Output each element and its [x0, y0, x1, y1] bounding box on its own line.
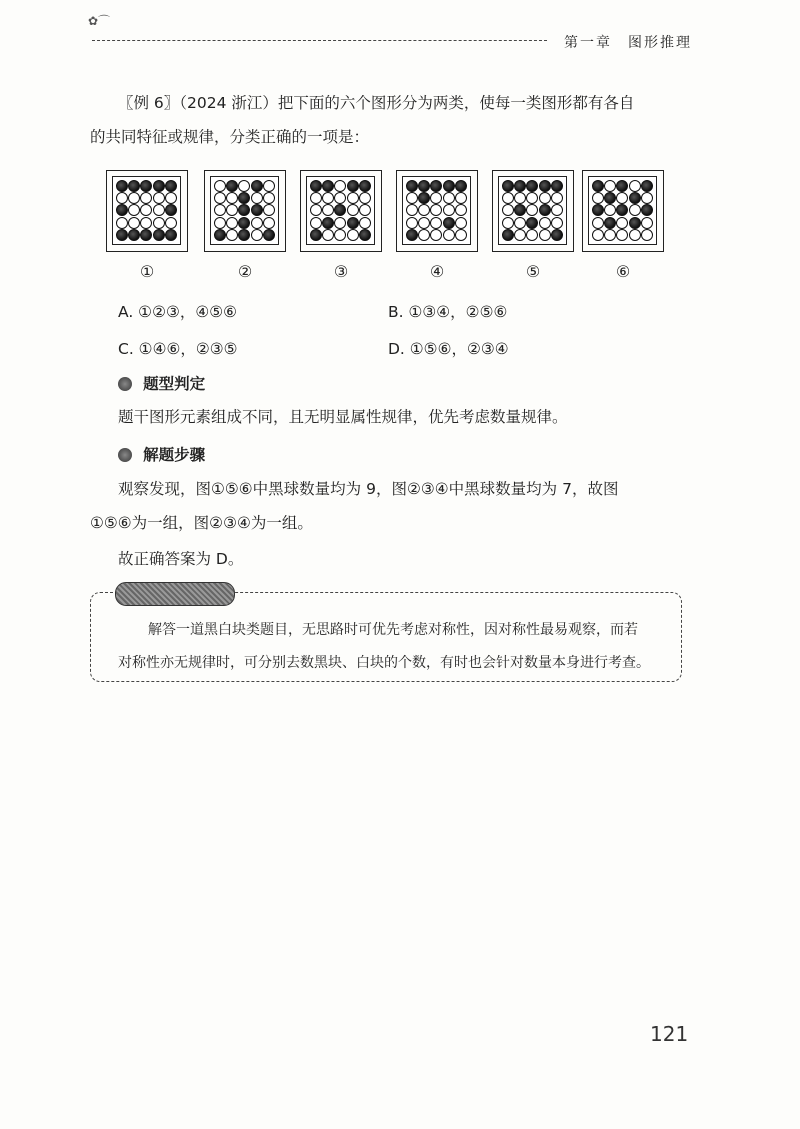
black-ball: [406, 180, 418, 192]
white-ball: [616, 217, 628, 229]
black-ball: [238, 217, 250, 229]
black-ball: [140, 180, 152, 192]
answer-line: 故正确答案为 D。: [118, 550, 244, 568]
black-ball: [418, 180, 430, 192]
white-ball: [310, 204, 322, 216]
white-ball: [502, 217, 514, 229]
ball-grid: [210, 176, 279, 245]
black-ball: [629, 217, 641, 229]
white-ball: [604, 180, 616, 192]
white-ball: [334, 229, 346, 241]
black-ball: [322, 217, 334, 229]
white-ball: [140, 204, 152, 216]
figure-5: [492, 170, 574, 252]
white-ball: [406, 204, 418, 216]
black-ball: [443, 180, 455, 192]
figure-label: ④: [429, 262, 445, 281]
white-ball: [322, 229, 334, 241]
white-ball: [322, 204, 334, 216]
section-heading-steps: [118, 443, 205, 465]
white-ball: [347, 192, 359, 204]
black-ball: [592, 180, 604, 192]
white-ball: [418, 204, 430, 216]
figure-6: [582, 170, 664, 252]
white-ball: [539, 192, 551, 204]
white-ball: [251, 217, 263, 229]
black-ball: [604, 192, 616, 204]
black-ball: [526, 180, 538, 192]
figure-3: [300, 170, 382, 252]
white-ball: [443, 192, 455, 204]
black-ball: [539, 180, 551, 192]
section-heading-type: [118, 372, 205, 394]
white-ball: [502, 192, 514, 204]
white-ball: [334, 192, 346, 204]
white-ball: [455, 192, 467, 204]
black-ball: [443, 217, 455, 229]
section1-body: 题干图形元素组成不同，且无明显属性规律，优先考虑数量规律。: [118, 408, 568, 426]
black-ball: [116, 204, 128, 216]
option-d: D. ①⑤⑥，②③④: [388, 340, 509, 358]
white-ball: [153, 217, 165, 229]
white-ball: [430, 204, 442, 216]
black-ball: [347, 217, 359, 229]
figure-label: ⑤: [525, 262, 541, 281]
figure-label: ①: [139, 262, 155, 281]
white-ball: [226, 229, 238, 241]
black-ball: [514, 204, 526, 216]
white-ball: [226, 192, 238, 204]
black-ball: [502, 229, 514, 241]
black-ball: [455, 180, 467, 192]
white-ball: [116, 217, 128, 229]
black-ball: [238, 204, 250, 216]
white-ball: [629, 229, 641, 241]
white-ball: [263, 192, 275, 204]
black-ball: [165, 229, 177, 241]
question-line-2: 的共同特征或规律，分类正确的一项是：: [90, 128, 370, 146]
header-rule: [92, 40, 547, 41]
black-ball: [514, 180, 526, 192]
tip-line-2: 对称性亦无规律时，可分别去数黑块、白块的个数，有时也会针对数量本身进行考查。: [118, 655, 650, 671]
black-ball: [263, 229, 275, 241]
section-title: 解题步骤: [143, 446, 206, 464]
black-ball: [116, 229, 128, 241]
black-ball: [430, 180, 442, 192]
black-ball: [251, 180, 263, 192]
white-ball: [226, 217, 238, 229]
black-ball: [616, 180, 628, 192]
white-ball: [214, 180, 226, 192]
tip-line-1: 解答一道黑白块类题目，无思路时可优先考虑对称性，因对称性最易观察，而若: [148, 622, 638, 638]
black-ball: [334, 204, 346, 216]
white-ball: [334, 217, 346, 229]
white-ball: [514, 217, 526, 229]
figure-2: [204, 170, 286, 252]
black-ball: [604, 217, 616, 229]
black-ball: [616, 204, 628, 216]
white-ball: [430, 229, 442, 241]
white-ball: [226, 204, 238, 216]
white-ball: [443, 229, 455, 241]
white-ball: [310, 192, 322, 204]
ball-grid: [588, 176, 657, 245]
white-ball: [347, 204, 359, 216]
white-ball: [551, 204, 563, 216]
steps-line-2: ①⑤⑥为一组，图②③④为一组。: [90, 514, 313, 532]
black-ball: [406, 229, 418, 241]
option-a: A. ①②③，④⑤⑥: [118, 303, 238, 321]
black-ball: [641, 204, 653, 216]
black-ball: [214, 229, 226, 241]
white-ball: [359, 217, 371, 229]
black-ball: [418, 192, 430, 204]
white-ball: [406, 217, 418, 229]
white-ball: [526, 229, 538, 241]
black-ball: [153, 180, 165, 192]
white-ball: [455, 217, 467, 229]
black-ball: [165, 204, 177, 216]
white-ball: [263, 180, 275, 192]
black-ball: [526, 217, 538, 229]
figure-label: ⑥: [615, 262, 631, 281]
option-b: B. ①③④，②⑤⑥: [388, 303, 508, 321]
black-ball: [140, 229, 152, 241]
steps-line-1: 观察发现，图①⑤⑥中黑球数量均为 9，图②③④中黑球数量均为 7，故图: [118, 480, 619, 498]
black-ball: [116, 180, 128, 192]
white-ball: [128, 204, 140, 216]
white-ball: [128, 217, 140, 229]
figure-label: ②: [237, 262, 253, 281]
black-ball: [641, 180, 653, 192]
black-ball: [629, 192, 641, 204]
black-ball: [322, 180, 334, 192]
black-ball: [310, 180, 322, 192]
black-ball: [251, 204, 263, 216]
white-ball: [153, 192, 165, 204]
black-ball: [238, 229, 250, 241]
ball-grid: [306, 176, 375, 245]
question-line-1: 〖例 6〗（2024 浙江）把下面的六个图形分为两类，使每一类图形都有各自: [118, 94, 635, 112]
white-ball: [629, 180, 641, 192]
option-c: C. ①④⑥，②③⑤: [118, 340, 238, 358]
white-ball: [165, 217, 177, 229]
white-ball: [539, 217, 551, 229]
black-ball: [165, 180, 177, 192]
white-ball: [263, 204, 275, 216]
chapter-header: 第一章 图形推理: [564, 35, 692, 51]
white-ball: [165, 192, 177, 204]
black-ball: [551, 229, 563, 241]
white-ball: [455, 204, 467, 216]
white-ball: [310, 217, 322, 229]
page-number: 121: [650, 1022, 689, 1046]
figure-label: ③: [333, 262, 349, 281]
white-ball: [128, 192, 140, 204]
white-ball: [526, 192, 538, 204]
white-ball: [526, 204, 538, 216]
section-title: 题型判定: [143, 375, 206, 393]
figure-4: [396, 170, 478, 252]
corner-ornament: ✿⌒: [88, 14, 111, 28]
white-ball: [502, 204, 514, 216]
ball-grid: [498, 176, 567, 245]
white-ball: [418, 229, 430, 241]
ball-grid: [402, 176, 471, 245]
white-ball: [418, 217, 430, 229]
black-ball: [226, 180, 238, 192]
section-bullet-icon: [118, 377, 132, 391]
white-ball: [443, 204, 455, 216]
white-ball: [641, 192, 653, 204]
white-ball: [238, 180, 250, 192]
white-ball: [455, 229, 467, 241]
black-ball: [359, 229, 371, 241]
white-ball: [214, 204, 226, 216]
white-ball: [641, 217, 653, 229]
white-ball: [616, 192, 628, 204]
white-ball: [430, 217, 442, 229]
white-ball: [153, 204, 165, 216]
white-ball: [592, 217, 604, 229]
black-ball: [347, 180, 359, 192]
white-ball: [359, 204, 371, 216]
white-ball: [592, 192, 604, 204]
tip-badge: [115, 582, 235, 606]
white-ball: [116, 192, 128, 204]
black-ball: [539, 204, 551, 216]
white-ball: [251, 192, 263, 204]
white-ball: [604, 229, 616, 241]
white-ball: [140, 192, 152, 204]
white-ball: [406, 192, 418, 204]
white-ball: [214, 217, 226, 229]
ball-grid: [112, 176, 181, 245]
white-ball: [322, 192, 334, 204]
white-ball: [359, 192, 371, 204]
white-ball: [514, 192, 526, 204]
white-ball: [140, 217, 152, 229]
white-ball: [551, 192, 563, 204]
black-ball: [359, 180, 371, 192]
section-bullet-icon: [118, 448, 132, 462]
white-ball: [592, 229, 604, 241]
black-ball: [310, 229, 322, 241]
white-ball: [514, 229, 526, 241]
black-ball: [238, 192, 250, 204]
black-ball: [128, 229, 140, 241]
white-ball: [616, 229, 628, 241]
white-ball: [263, 217, 275, 229]
white-ball: [334, 180, 346, 192]
white-ball: [347, 229, 359, 241]
white-ball: [430, 192, 442, 204]
white-ball: [641, 229, 653, 241]
figure-1: [106, 170, 188, 252]
black-ball: [502, 180, 514, 192]
white-ball: [539, 229, 551, 241]
black-ball: [592, 204, 604, 216]
white-ball: [604, 204, 616, 216]
black-ball: [153, 229, 165, 241]
black-ball: [551, 180, 563, 192]
white-ball: [251, 229, 263, 241]
white-ball: [629, 204, 641, 216]
white-ball: [551, 217, 563, 229]
black-ball: [128, 180, 140, 192]
white-ball: [214, 192, 226, 204]
